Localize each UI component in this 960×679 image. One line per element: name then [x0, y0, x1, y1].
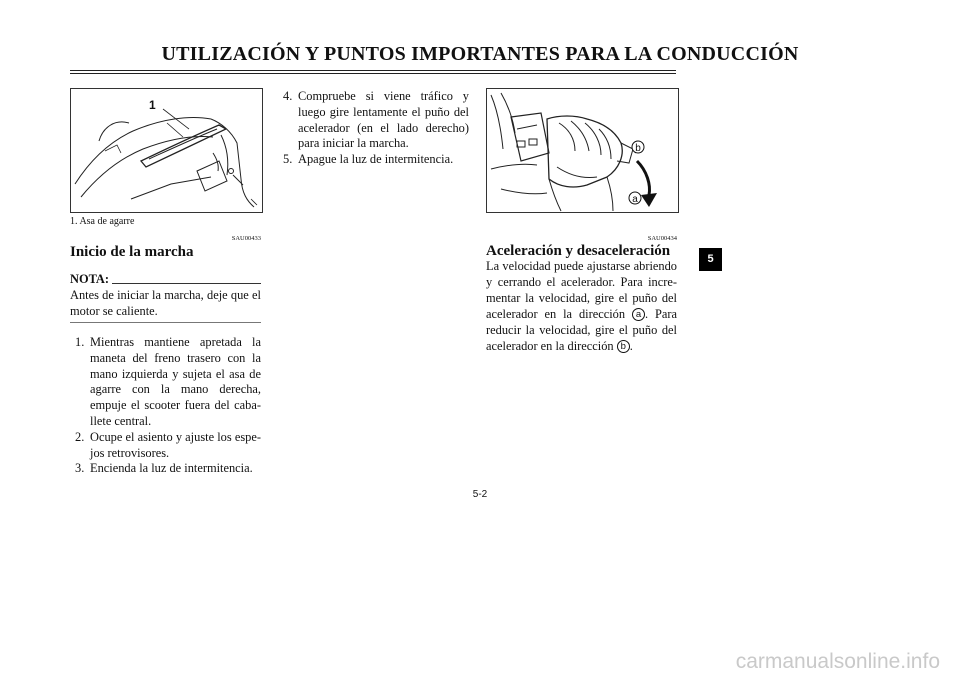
step-number: 3. [75, 461, 85, 476]
callout-1-label: 1 [149, 98, 156, 112]
section-heading: Inicio de la marcha [70, 244, 194, 260]
step-number: 1. [75, 335, 85, 349]
step-text: Mientras mantiene apretada la maneta del freno trasero con la mano izquierda y sujeta el asa de agarre con la mano derecha, empuje el scooter fuera del caba-llete central. [90, 335, 261, 428]
nota-end-rule [70, 322, 261, 323]
title-rule-thin [70, 73, 676, 74]
circle-a-marker: a [632, 308, 645, 321]
section-tab: 5 [699, 248, 722, 271]
section-code-2: SAU00434 [647, 235, 677, 242]
step-text: Apague la luz de intermitencia. [298, 152, 454, 167]
acceleration-paragraph [486, 258, 677, 354]
figure-caption: 1. Asa de agarre [70, 216, 135, 227]
page-number: 5-2 [472, 489, 488, 500]
list-item [75, 430, 261, 462]
motorcycle-grab-rail-icon [71, 89, 262, 212]
step-number: 4. [283, 89, 293, 103]
list-item [283, 152, 469, 168]
step-text: Encienda la luz de intermitencia. [90, 461, 253, 476]
paragraph-text: . Para reducir la velocidad, gire el puño del acelerador en la dirección [486, 307, 677, 353]
section-code: SAU00433 [231, 235, 261, 242]
paragraph-text: La velocidad puede ajustarse abriendo y cerrando el acelerador. Para incre-mentar la velocidad, gire el puño del acelerador en la dirección [486, 259, 677, 321]
continue-steps-list [283, 89, 469, 168]
step-number: 5. [283, 152, 293, 167]
list-item [75, 335, 261, 430]
grab-rail-figure [70, 88, 263, 213]
section-heading-2: Aceleración y desaceleración [486, 243, 671, 259]
list-item [75, 461, 261, 477]
circle-b-marker: b [617, 340, 630, 353]
title-rule [70, 70, 676, 71]
page-title: UTILIZACIÓN Y PUNTOS IMPORTANTES PARA LA CONDUCCIÓN [161, 43, 799, 65]
throttle-grip-hand-icon [487, 89, 678, 212]
direction-a-label: a [632, 194, 638, 205]
arrow-down-icon [641, 193, 657, 207]
nota-text: Antes de iniciar la marcha, deje que el motor se caliente. [70, 288, 261, 318]
start-steps-list [75, 335, 261, 477]
nota-label: NOTA: [70, 272, 110, 286]
step-text: Compruebe si viene tráfico y luego gire lentamente el puño del acelerador (en el lado derecho) para iniciar la marcha. [298, 89, 469, 151]
direction-b-label: b [635, 143, 641, 154]
throttle-figure [486, 88, 679, 213]
step-number: 2. [75, 429, 85, 444]
step-text: Ocupe el asiento y ajuste los espe-jos retrovisores. [90, 429, 261, 460]
nota-rule [112, 283, 261, 284]
watermark: carmanualsonline.info [735, 650, 940, 673]
list-item [283, 89, 469, 152]
paragraph-end: . [629, 339, 633, 353]
